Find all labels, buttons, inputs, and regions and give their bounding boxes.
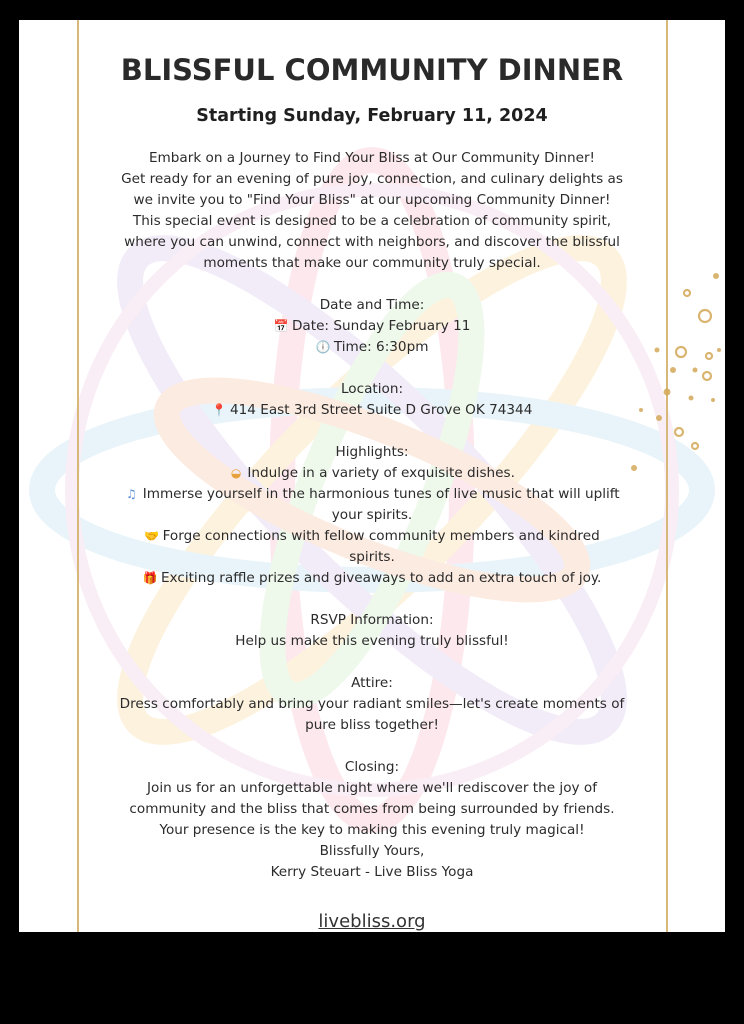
datetime-section	[81, 295, 663, 358]
closing-heading: Closing:	[344, 759, 400, 775]
music-icon: ♫	[125, 487, 137, 501]
intro-line: Get ready for an evening of pure joy, connection, and culinary delights as	[121, 171, 623, 187]
closing-line: community and the bliss that comes from being surrounded by friends.	[129, 801, 615, 817]
flyer	[19, 20, 725, 932]
highlight-text: Indulge in a variety of exquisite dishes.	[247, 465, 515, 481]
time-line	[81, 337, 663, 358]
flyer-content	[81, 50, 663, 932]
closing-line: Join us for an unforgettable night where we'll rediscover the joy of	[147, 780, 597, 796]
location-section	[81, 379, 663, 421]
closing-signature: Kerry Steuart - Live Bliss Yoga	[270, 864, 474, 880]
date-line	[81, 316, 663, 337]
highlights-heading: Highlights:	[335, 444, 409, 460]
highlight-text: Forge connections with fellow community members and kindred	[162, 528, 600, 544]
attire-line: Dress comfortably and bring your radiant smiles—let's create moments of	[119, 696, 625, 712]
address-line	[81, 400, 663, 421]
closing-line: Your presence is the key to making this evening truly magical!	[159, 822, 585, 838]
highlight-item	[81, 568, 663, 589]
highlights-section	[81, 442, 663, 589]
rsvp-text: Help us make this evening truly blissful!	[235, 633, 509, 649]
pin-icon: 📍	[211, 403, 227, 417]
highlight-text: Immerse yourself in the harmonious tunes of live music that will uplift	[142, 486, 620, 502]
location-heading: Location:	[340, 381, 404, 397]
time-text: Time: 6:30pm	[333, 339, 429, 355]
highlight-item	[81, 526, 663, 547]
intro-line: where you can unwind, connect with neighbors, and discover the blissful	[124, 234, 620, 250]
highlight-text-continued: your spirits.	[331, 507, 413, 523]
highlight-text: Exciting raffle prizes and giveaways to add an extra touch of joy.	[160, 570, 602, 586]
datetime-heading: Date and Time:	[319, 297, 425, 313]
intro-line: we invite you to "Find Your Bliss" at our upcoming Community Dinner!	[133, 192, 611, 208]
attire-line: pure bliss together!	[305, 717, 439, 733]
gift-icon: 🎁	[142, 571, 158, 585]
address-text: 414 East 3rd Street Suite D Grove OK 74344	[229, 402, 533, 418]
website-link[interactable]: livebliss.org	[318, 911, 426, 932]
rsvp-heading: RSVP Information:	[310, 612, 434, 628]
clock-icon: 🕕	[315, 340, 331, 354]
handshake-icon: 🤝	[144, 529, 160, 543]
closing-section	[81, 757, 663, 883]
event-subtitle: Starting Sunday, February 11, 2024	[196, 106, 548, 126]
dish-icon: ◒	[230, 466, 242, 480]
highlight-item	[81, 463, 663, 484]
intro-line: This special event is designed to be a celebration of community spirit,	[132, 213, 612, 229]
intro-line: moments that make our community truly special.	[203, 255, 541, 271]
attire-section	[81, 673, 663, 736]
intro-paragraph	[81, 148, 663, 274]
highlight-item	[81, 484, 663, 505]
attire-heading: Attire:	[351, 675, 393, 691]
event-title: BLISSFUL COMMUNITY DINNER	[120, 53, 624, 87]
calendar-icon: 📅	[273, 319, 289, 333]
highlight-text-continued: spirits.	[349, 549, 395, 565]
intro-line: Embark on a Journey to Find Your Bliss at Our Community Dinner!	[148, 150, 596, 166]
rsvp-section	[81, 610, 663, 652]
date-text: Date: Sunday February 11	[291, 318, 471, 334]
closing-signoff: Blissfully Yours,	[319, 843, 425, 859]
